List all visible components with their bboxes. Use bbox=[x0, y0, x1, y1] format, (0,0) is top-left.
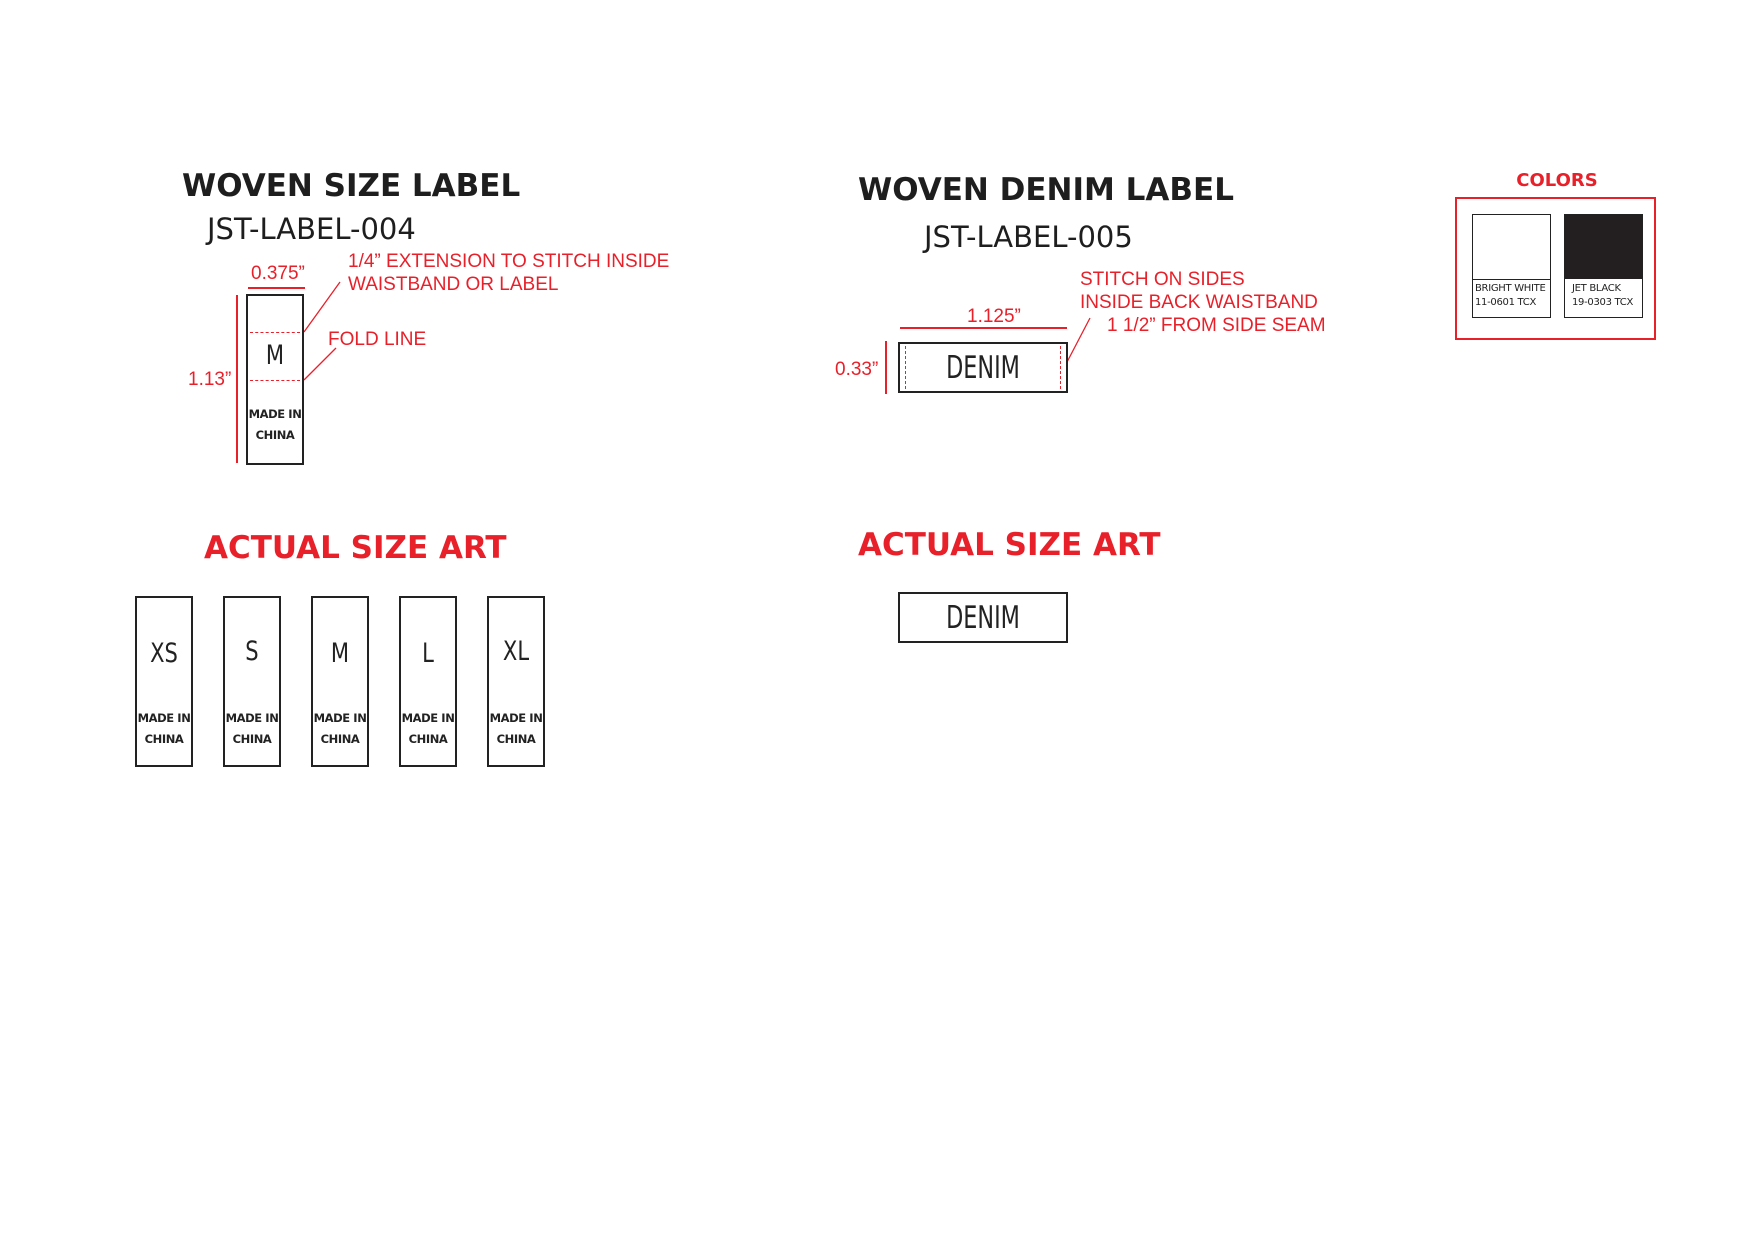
swatch-name: JET BLACK bbox=[1572, 283, 1621, 294]
denim-actual-size-label bbox=[898, 592, 1068, 643]
actual-size-label-s bbox=[223, 596, 281, 767]
made-in-line2: CHINA bbox=[232, 732, 272, 746]
extension-dash-line bbox=[250, 332, 300, 333]
made-in-line1: MADE IN bbox=[401, 711, 455, 725]
stitch-note-line1: STITCH ON SIDES bbox=[1080, 269, 1245, 290]
width-dim-line bbox=[248, 287, 305, 289]
extension-leader bbox=[304, 282, 340, 332]
denim-width-dim-line bbox=[900, 327, 1067, 329]
made-in-line1: MADE IN bbox=[489, 711, 543, 725]
actual-size-title-right: ACTUAL SIZE ART bbox=[858, 527, 1161, 563]
actual-size-label-l bbox=[399, 596, 457, 767]
stitch-note-line3: 1 1/2” FROM SIDE SEAM bbox=[1107, 315, 1326, 336]
actual-size-label-m bbox=[311, 596, 369, 767]
size-label-code: JST-LABEL-004 bbox=[207, 212, 416, 246]
size-letter-s: S bbox=[245, 636, 259, 667]
colors-title: COLORS bbox=[1516, 170, 1598, 191]
made-in-line2: CHINA bbox=[496, 732, 536, 746]
actual-size-label-xl bbox=[487, 596, 545, 767]
swatch-color-block bbox=[1565, 215, 1642, 279]
swatch-code: 11-0601 TCX bbox=[1475, 297, 1537, 308]
size-label-drawing bbox=[246, 294, 304, 465]
swatch-color-block bbox=[1473, 215, 1550, 280]
size-letter-xs: XS bbox=[150, 638, 178, 669]
denim-label-code: JST-LABEL-005 bbox=[924, 220, 1133, 254]
denim-label-text: DENIM bbox=[946, 350, 1020, 386]
denim-label-drawing bbox=[898, 342, 1068, 393]
stitch-leader bbox=[1060, 310, 1120, 370]
fold-leader bbox=[304, 348, 336, 380]
denim-height-dim-line bbox=[885, 341, 887, 394]
leader-lines bbox=[300, 270, 360, 385]
size-label-width-dim: 0.375” bbox=[251, 263, 305, 284]
extension-note-line1: 1/4” EXTENSION TO STITCH INSIDE bbox=[348, 251, 670, 272]
swatch-jet-black bbox=[1564, 214, 1643, 318]
denim-actual-text: DENIM bbox=[946, 600, 1020, 636]
fold-line-note: FOLD LINE bbox=[328, 329, 427, 350]
made-in-line1: MADE IN bbox=[225, 711, 279, 725]
size-letter-xl: XL bbox=[502, 636, 530, 667]
stitch-dash-left bbox=[905, 346, 906, 389]
size-label-letter: M bbox=[265, 340, 285, 371]
size-letter-l: L bbox=[422, 638, 434, 669]
size-letter-m: M bbox=[330, 638, 350, 669]
fold-dash-line bbox=[250, 380, 300, 381]
stitch-leader-line bbox=[1066, 318, 1090, 364]
actual-size-title-left: ACTUAL SIZE ART bbox=[204, 530, 507, 566]
denim-width-dim: 1.125” bbox=[967, 306, 1021, 327]
denim-label-title: WOVEN DENIM LABEL bbox=[858, 172, 1234, 208]
made-in-line2: CHINA bbox=[320, 732, 360, 746]
height-dim-line bbox=[236, 295, 238, 463]
made-in-line2: CHINA bbox=[144, 732, 184, 746]
made-in-line1: MADE IN bbox=[137, 711, 191, 725]
swatch-name: BRIGHT WHITE bbox=[1475, 283, 1546, 294]
extension-note-line2: WAISTBAND OR LABEL bbox=[348, 274, 559, 295]
made-in-line2: CHINA bbox=[255, 428, 295, 442]
colors-panel bbox=[1455, 197, 1656, 340]
size-label-height-dim: 1.13” bbox=[188, 369, 232, 390]
swatch-bright-white bbox=[1472, 214, 1551, 318]
actual-size-label-xs bbox=[135, 596, 193, 767]
stitch-dash-right bbox=[1060, 346, 1061, 389]
made-in-line2: CHINA bbox=[408, 732, 448, 746]
size-label-title: WOVEN SIZE LABEL bbox=[182, 168, 521, 204]
denim-height-dim: 0.33” bbox=[835, 359, 879, 380]
stitch-note-line2: INSIDE BACK WAISTBAND bbox=[1080, 292, 1318, 313]
swatch-code: 19-0303 TCX bbox=[1572, 297, 1634, 308]
made-in-line1: MADE IN bbox=[313, 711, 367, 725]
made-in-line1: MADE IN bbox=[248, 407, 302, 421]
